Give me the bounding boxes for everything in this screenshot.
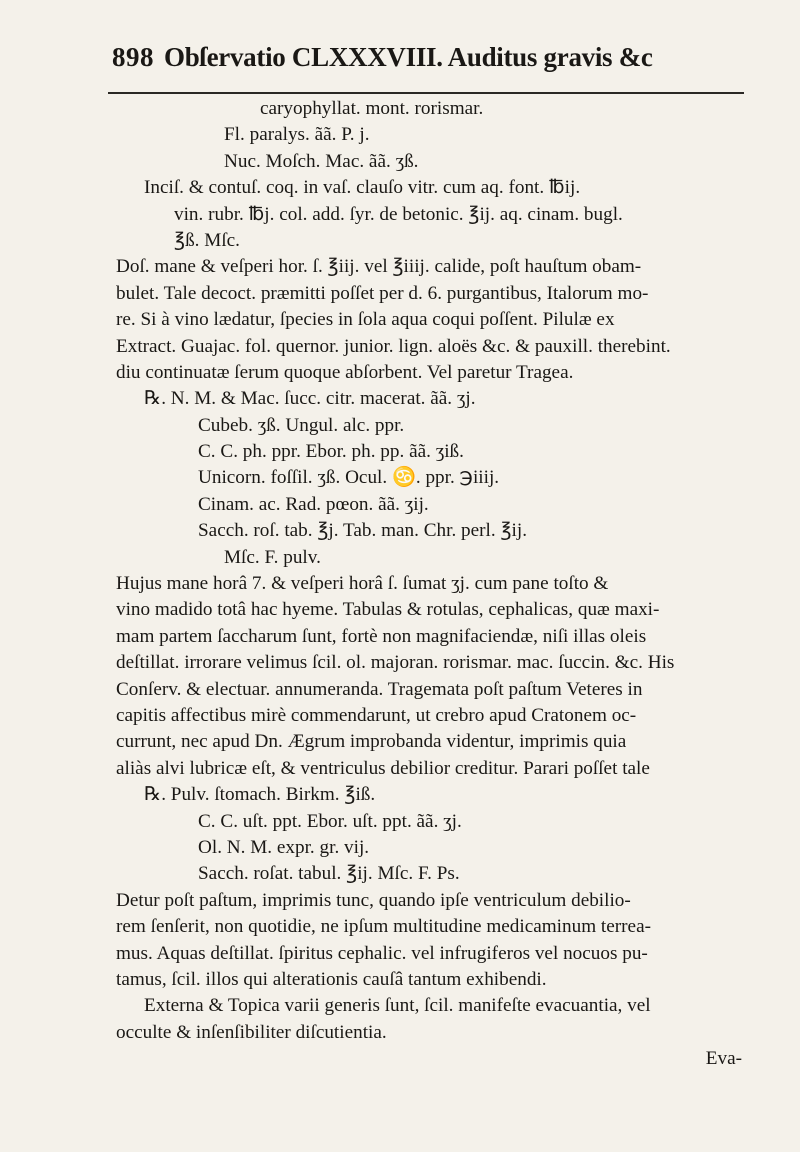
text-line: Mſc. F. pulv.	[224, 546, 321, 568]
text-line: Hujus mane horâ 7. & veſperi horâ ſ. ſumat ʒj. cum pane toſto &	[116, 573, 609, 595]
text-line: Extract. Guajac. fol. quernor. junior. lign. aloës &c. & pauxill. therebint.	[116, 335, 671, 357]
text-line: capitis affectibus mirè commendarunt, ut crebro apud Cratonem oc-	[116, 704, 637, 726]
text-line: C. C. uſt. ppt. Ebor. uſt. ppt. ãã. ʒj.	[198, 810, 462, 832]
text-line: deſtillat. irrorare velimus ſcil. ol. majoran. rorismar. mac. ſuccin. &c. His	[116, 652, 675, 674]
text-line: Unicorn. foſſil. ʒß. Ocul. ♋. ppr. ℈iiij.	[198, 467, 500, 489]
text-line: vino madido totâ hac hyeme. Tabulas & rotulas, cephalicas, quæ maxi-	[116, 599, 660, 621]
text-line: Doſ. mane & veſperi hor. ſ. ℥iij. vel ℥iiij. calide, poſt hauſtum obam-	[116, 256, 642, 278]
text-line: mus. Aquas deſtillat. ſpiritus cephalic. vel infrugiferos vel nocuos pu-	[116, 942, 648, 964]
text-line: Fl. paralys. ãã. P. j.	[224, 124, 370, 146]
header-rule	[108, 92, 744, 94]
text-line: bulet. Tale decoct. præmitti poſſet per d. 6. purgantibus, Italorum mo-	[116, 282, 649, 304]
text-line: ℞. Pulv. ſtomach. Birkm. ℥iß.	[144, 784, 376, 806]
body-text	[116, 96, 748, 1072]
text-line: currunt, nec apud Dn. Ægrum improbanda videntur, imprimis quia	[116, 731, 627, 753]
text-line: ℞. N. M. & Mac. ſucc. citr. macerat. ãã. ʒj.	[144, 388, 476, 410]
text-line: Externa & Topica varii generis ſunt, ſcil. manifeſte evacuantia, vel	[144, 995, 651, 1017]
text-line: Conſerv. & electuar. annumeranda. Tragemata poſt paſtum Veteres in	[116, 678, 643, 700]
text-line: occulte & inſenſibiliter diſcutientia.	[116, 1021, 387, 1043]
text-line: diu continuatæ ſerum quoque abſorbent. Vel paretur Tragea.	[116, 361, 574, 383]
text-line: vin. rubr. ℔j. col. add. ſyr. de betonic. ℥ij. aq. cinam. bugl.	[174, 203, 623, 225]
text-line: Sacch. roſat. tabul. ℥ij. Mſc. F. Ps.	[198, 863, 460, 885]
text-line: Nuc. Moſch. Mac. ãã. ʒß.	[224, 150, 419, 172]
catchword: Eva-	[705, 1048, 742, 1070]
text-line: caryophyllat. mont. rorismar.	[260, 98, 484, 119]
text-line: Cinam. ac. Rad. pœon. ãã. ʒij.	[198, 493, 429, 515]
text-line: Sacch. roſ. tab. ℥j. Tab. man. Chr. perl. ℥ij.	[198, 520, 528, 542]
text-line: Cubeb. ʒß. Ungul. alc. ppr.	[198, 414, 405, 436]
running-head	[112, 42, 744, 84]
text-line: Ol. N. M. expr. gr. vij.	[198, 836, 370, 858]
text-line: Detur poſt paſtum, imprimis tunc, quando ipſe ventriculum debilio-	[116, 889, 631, 911]
text-line: mam partem ſaccharum ſunt, fortè non magnifaciendæ, niſi illas oleis	[116, 625, 647, 647]
running-title: Obſervatio CLXXXVIII. Auditus gravis &c	[164, 42, 653, 72]
text-line: Inciſ. & contuſ. coq. in vaſ. clauſo vitr. cum aq. font. ℔ij.	[144, 177, 581, 199]
text-line: C. C. ph. ppr. Ebor. ph. pp. ãã. ʒiß.	[198, 441, 464, 463]
text-line: rem ſenſerit, non quotidie, ne ipſum multitudine medicaminum terrea-	[116, 916, 651, 938]
text-line: tamus, ſcil. illos qui alterationis cauſâ tantum exhibendi.	[116, 968, 547, 990]
page-number: 898	[112, 42, 154, 72]
text-line: aliàs alvi lubricæ eſt, & ventriculus debilior creditur. Parari poſſet tale	[116, 757, 650, 779]
text-line: re. Si à vino lædatur, ſpecies in ſola aqua coqui poſſent. Pilulæ ex	[116, 309, 615, 331]
text-line: ℥ß. Mſc.	[174, 229, 240, 251]
